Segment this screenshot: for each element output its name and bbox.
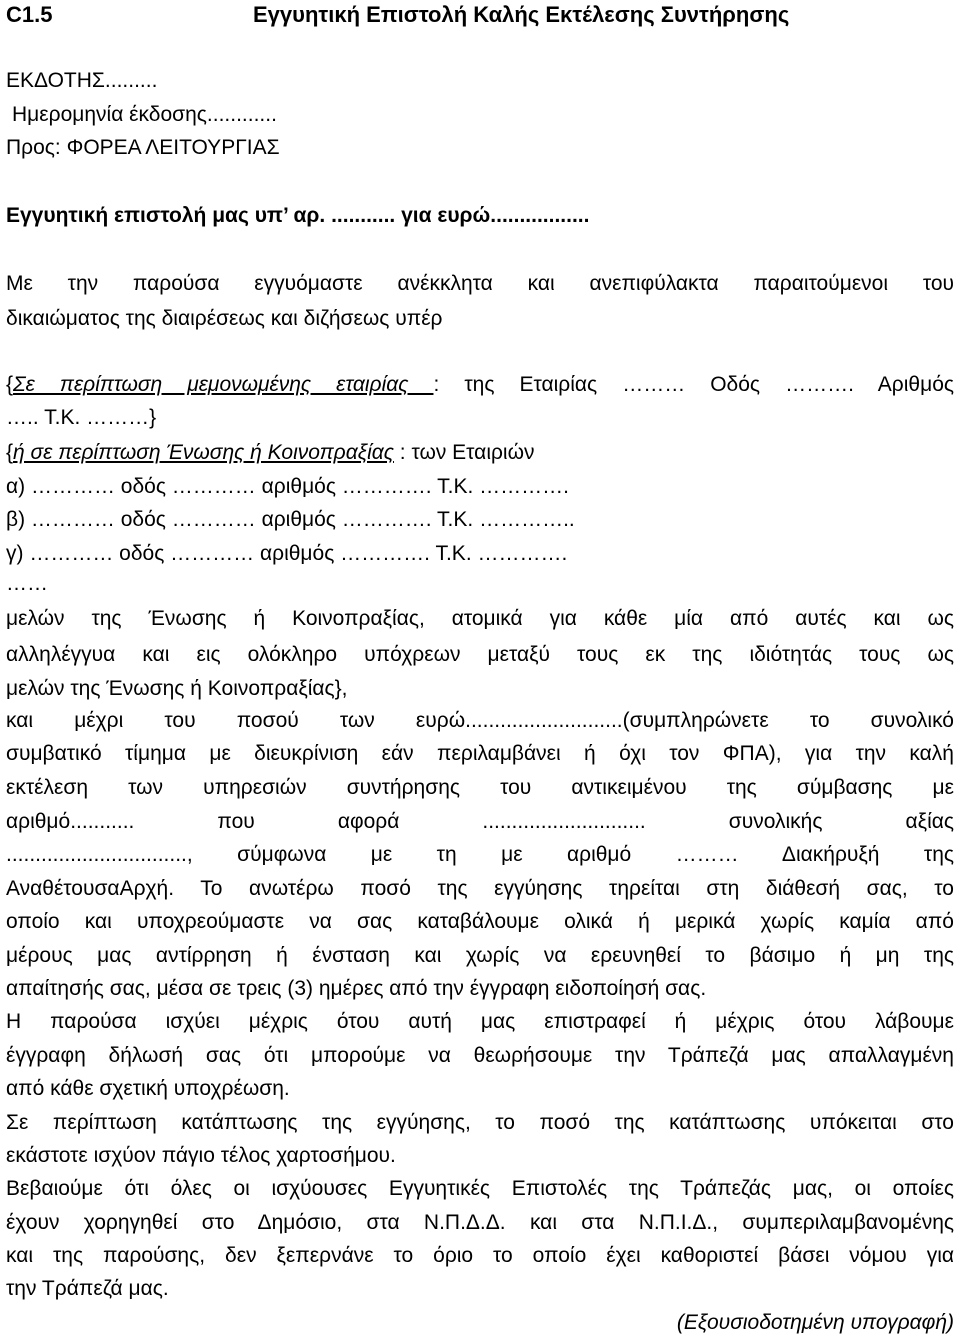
validity-line-1: Η παρούσα ισχύει μέχρις ότου αυτή μας επιστραφεί ή μέχρις ότου λάβουμε bbox=[6, 1010, 954, 1033]
single-company-line bbox=[6, 368, 954, 402]
brace-open: { bbox=[6, 373, 14, 396]
amount-line-5: ..............................., σύμφωνα με τη με αριθμό ……… Διακήρυξή της bbox=[6, 843, 954, 866]
certification-line-4: την Τράπεζά μας. bbox=[6, 1277, 169, 1300]
certification-line-3: και της παρούσης, δεν ξεπερνάνε το όριο το οποίο έχει καθοριστεί βάσει νόμου για bbox=[6, 1244, 954, 1267]
members-line-1: μελών της Ένωσης ή Κοινοπραξίας, ατομικά για κάθε μία από αυτές και ως bbox=[6, 607, 954, 630]
document-title: Εγγυητική Επιστολή Καλής Εκτέλεσης Συντήρησης bbox=[253, 2, 790, 27]
single-company-line-2: ….. Τ.Κ. ………} bbox=[6, 406, 157, 429]
letter-reference: Εγγυητική επιστολή μας υπ’ αρ. ........... για ευρώ................. bbox=[6, 204, 590, 227]
recipient-line: Προς: ΦΟΡΕΑ ΛΕΙΤΟΥΡΓΙΑΣ bbox=[6, 136, 280, 159]
certification-line-1: Βεβαιούμε ότι όλες οι ισχύουσες Εγγυητικές Επιστολές της Τράπεζάς μας, οι οποίες bbox=[6, 1177, 954, 1200]
joint-venture-label: ή σε περίπτωση Ένωσης ή Κοινοπραξίας bbox=[13, 441, 394, 464]
authorized-signature: (Εξουσιοδοτημένη υπογραφή) bbox=[676, 1311, 954, 1334]
amount-line-3: εκτέλεση των υπηρεσιών συντήρησης του αντικειμένου της σύμβασης με bbox=[6, 776, 954, 799]
amount-line-1: και μέχρι του ποσού των ευρώ...........................(συμπληρώνετε το συνολικό bbox=[6, 709, 954, 732]
brace-open: { bbox=[6, 441, 14, 464]
certification-line-2: έχουν χορηγηθεί στο Δημόσιο, στα Ν.Π.Δ.Δ. και στα Ν.Π.Ι.Δ., συμπεριλαμβανομένης bbox=[6, 1211, 954, 1234]
single-company-details: : της Εταιρίας ……… Οδός ………. Αριθμός bbox=[433, 373, 954, 396]
issue-date-line: Ημερομηνία έκδοσης............ bbox=[12, 103, 277, 126]
amount-line-4: αριθμό........... που αφορά ............................ συνολικής αξίας bbox=[6, 810, 954, 833]
member-c-line: γ) ………… οδός ………… αριθμός …………. Τ.Κ. …………. bbox=[6, 542, 568, 565]
intro-line-1: Με την παρούσα εγγυόμαστε ανέκκλητα και ανεπιφύλακτα παραιτούμενοι του bbox=[6, 272, 954, 295]
member-b-line: β) ………… οδός ………… αριθμός …………. Τ.Κ. ………….. bbox=[6, 508, 575, 531]
validity-line-2: έγγραφη δήλωσή σας ότι μπορούμε να θεωρήσουμε την Τράπεζά μας απαλλαγμένη bbox=[6, 1044, 954, 1067]
joint-venture-rest: : των Εταιριών bbox=[393, 441, 535, 464]
forfeiture-line-2: εκάστοτε ισχύον πάγιο τέλος χαρτοσήμου. bbox=[6, 1144, 396, 1167]
section-number: C1.5 bbox=[6, 2, 53, 27]
forfeiture-line-1: Σε περίπτωση κατάπτωσης της εγγύησης, το ποσό της κατάπτωσης υπόκειται στο bbox=[6, 1111, 954, 1134]
member-a-line: α) ………… οδός ………… αριθμός …………. Τ.Κ. …………. bbox=[6, 475, 569, 498]
members-line-3: μελών της Ένωσης ή Κοινοπραξίας}, bbox=[6, 677, 348, 700]
single-company-label: Σε περίπτωση μεμονωμένης εταιρίας bbox=[13, 373, 434, 396]
issuer-line: ΕΚΔΟΤΗΣ......... bbox=[6, 69, 158, 92]
members-line-2: αλληλέγγυα και εις ολόκληρο υπόχρεων μεταξύ τους εκ της ιδιότητάς τους ως bbox=[6, 643, 954, 666]
amount-line-6: ΑναθέτουσαΑρχή. Το ανωτέρω ποσό της εγγύησης τηρείται στη διάθεσή σας, το bbox=[6, 877, 954, 900]
validity-line-3: από κάθε σχετική υποχρέωση. bbox=[6, 1077, 290, 1100]
amount-line-7: οποίο και υποχρεούμαστε να σας καταβάλουμε ολικά ή μερικά χωρίς καμία από bbox=[6, 910, 954, 933]
member-more-line: …… bbox=[6, 572, 48, 595]
intro-line-2: δικαιώματος της διαιρέσεως και διζήσεως υπέρ bbox=[6, 307, 443, 330]
amount-line-8: μέρους μας αντίρρηση ή ένσταση και χωρίς να ερευνηθεί το βάσιμο ή μη της bbox=[6, 944, 954, 967]
joint-venture-line bbox=[6, 436, 954, 470]
amount-line-9: απαίτησής σας, μέσα σε τρεις (3) ημέρες από την έγγραφη ειδοποίησή σας. bbox=[6, 977, 707, 1000]
amount-line-2: συμβατικό τίμημα με διευκρίνιση εάν περιλαμβάνει ή όχι τον ΦΠΑ), για την καλή bbox=[6, 742, 954, 765]
